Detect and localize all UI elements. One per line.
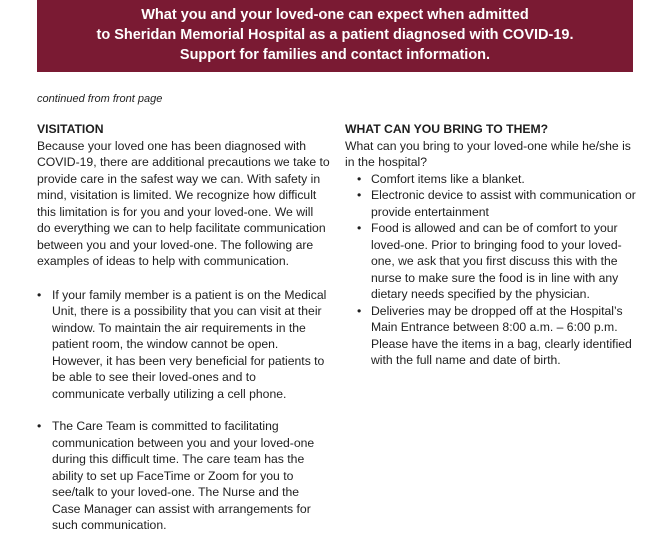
intro-line: examples of ideas to help with communication. [37, 254, 290, 268]
bullet-marker: • [37, 419, 42, 433]
bring-bullets [345, 171, 635, 369]
bullet-line: provide entertainment [371, 204, 489, 219]
continued-note: continued from front page [37, 93, 163, 105]
bring-heading: WHAT CAN YOU BRING TO THEM? [345, 122, 549, 136]
intro-line: COVID-19, there are additional precautions we take to [37, 155, 330, 169]
visitation-bullets [37, 287, 330, 534]
header-banner [37, 0, 633, 72]
list-item [357, 303, 635, 369]
bullet-line: one, we ask that you first discuss this with the [371, 254, 618, 268]
bullet-line: during this difficult time. The care team has the [52, 452, 305, 466]
intro-line: between you and your loved-one. The following are [37, 237, 314, 252]
bullet-line: Deliveries may be dropped off at the Hospital’s [371, 303, 623, 318]
bullet-line: Case Manager can assist with arrangements for [52, 501, 311, 516]
bullet-line: Unit, there is a possibility that you can visit at their [52, 304, 322, 318]
bullet-line: ability to set up FaceTime or Zoom for you to [52, 468, 294, 483]
header-title-line: What you and your loved-one can expect when admitted [141, 7, 529, 23]
bullet-marker: • [37, 287, 42, 302]
bullet-line: communication between you and your loved-one [52, 435, 315, 450]
bullet-line: window. To maintain the air requirements in the [52, 320, 306, 335]
visitation-heading: VISITATION [37, 122, 104, 136]
bullet-line: dietary needs specified by the physician. [371, 287, 590, 301]
bullet-line: Main Entrance between 8:00 a.m. – 6:00 p.m. [371, 320, 618, 334]
intro-line: provide care in the safest way we can. With safety in [37, 171, 321, 186]
intro-line: do everything we can to help facilitate communication [37, 221, 326, 235]
intro-line: mind, visitation is limited. We recognize how difficult [37, 188, 317, 202]
bullet-line: Electronic device to assist with communication or [371, 188, 636, 202]
bring-intro [345, 138, 635, 171]
visitation-intro [37, 138, 330, 270]
intro-line: Because your loved one has been diagnosed with [37, 138, 306, 153]
visitation-section [37, 121, 330, 534]
list-item [37, 287, 330, 403]
bullet-marker: • [357, 221, 362, 235]
list-item [37, 418, 330, 534]
bullet-line: see/talk to your loved-one. The Nurse and the [52, 485, 300, 499]
list-item [357, 220, 635, 303]
bullet-line: communicate verbally utilizing a cell phone. [52, 386, 287, 401]
bullet-line: patient room, the window cannot be open. [52, 337, 279, 351]
bullet-marker: • [357, 171, 362, 186]
bullet-line: loved-one. Prior to bringing food to your loved- [371, 237, 622, 252]
bullet-line: nurse to make sure the food is in line with any [371, 270, 619, 285]
list-item [357, 171, 635, 188]
bullet-line: However, it has been very beneficial for patients to [52, 353, 325, 368]
bullet-line: Comfort items like a blanket. [371, 171, 525, 186]
intro-line: What can you bring to your loved-one while he/she is [345, 138, 631, 153]
bullet-line: If your family member is a patient is on the Medical [52, 287, 327, 302]
bullet-marker: • [357, 188, 362, 202]
header-title-line: to Sheridan Memorial Hospital as a patient diagnosed with COVID-19. [96, 27, 574, 43]
list-item [357, 187, 635, 220]
bullet-line: Please have the items in a bag, clearly identified [371, 336, 632, 351]
bullet-line: such communication. [52, 518, 167, 532]
bullet-line: Food is allowed and can be of comfort to your [371, 221, 618, 235]
bullet-marker: • [357, 303, 362, 318]
intro-line: this limitation is for you and your loved-one. We will [37, 204, 314, 219]
bring-section [345, 121, 635, 369]
bullet-line: The Care Team is committed to facilitating [52, 419, 279, 433]
intro-line: in the hospital? [345, 155, 427, 169]
header-title-line: Support for families and contact information. [179, 47, 491, 63]
bullet-line: with the full name and date of birth. [371, 353, 561, 367]
bullet-line: be able to see their loved-ones and to [52, 370, 256, 384]
